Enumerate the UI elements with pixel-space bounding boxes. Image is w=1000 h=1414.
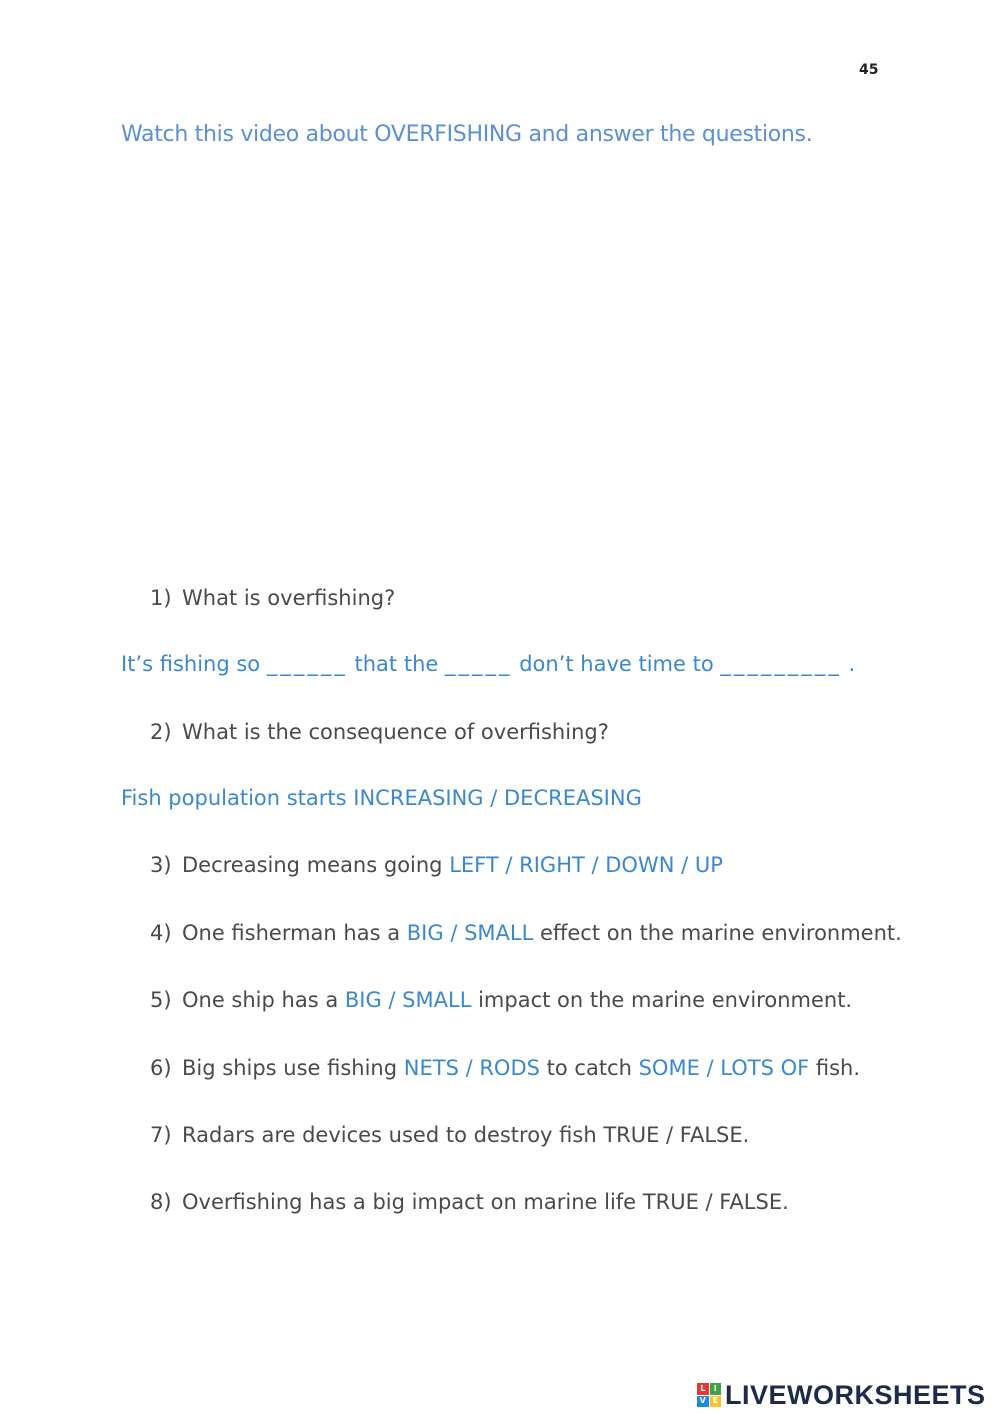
question-tail: fish. <box>815 1056 861 1080</box>
question-mid: to catch <box>546 1056 632 1080</box>
video-embed-area[interactable] <box>121 170 881 560</box>
question-number: 3) <box>150 853 172 877</box>
logo-letter: V <box>697 1396 709 1408</box>
question-8 <box>150 1190 789 1214</box>
logo-grid-icon <box>697 1383 721 1407</box>
choice-options[interactable]: BIG / SMALL <box>344 988 472 1012</box>
question-tail: impact on the marine environment. <box>478 988 853 1012</box>
logo-letter: E <box>710 1396 722 1408</box>
question-text: What is the consequence of overfishing? <box>182 720 609 744</box>
question-number: 4) <box>150 921 172 945</box>
choice-options[interactable]: TRUE / FALSE. <box>603 1123 750 1147</box>
question-text: Overfishing has a big impact on marine life <box>182 1190 637 1214</box>
logo-letter: L <box>697 1383 709 1395</box>
question-4 <box>150 921 902 945</box>
question-number: 8) <box>150 1190 172 1214</box>
answer-period: . <box>848 652 856 676</box>
choice-options-1[interactable]: NETS / RODS <box>403 1056 540 1080</box>
question-number: 1) <box>150 586 172 610</box>
answer-1 <box>121 652 855 676</box>
liveworksheets-logo <box>697 1378 986 1412</box>
question-7 <box>150 1123 749 1147</box>
question-3 <box>150 853 723 877</box>
answer-text: Fish population starts <box>121 786 347 810</box>
question-text: Big ships use fishing <box>182 1056 398 1080</box>
question-1 <box>150 586 395 610</box>
question-text: What is overfishing? <box>182 586 396 610</box>
choice-options-2[interactable]: SOME / LOTS OF <box>638 1056 810 1080</box>
logo-letter: I <box>710 1383 722 1395</box>
choice-options[interactable]: BIG / SMALL <box>406 921 534 945</box>
question-text: One ship has a <box>182 988 339 1012</box>
question-text: One fisherman has a <box>182 921 401 945</box>
question-6 <box>150 1056 860 1080</box>
blank-field-1[interactable]: ______ <box>266 652 348 676</box>
question-number: 5) <box>150 988 172 1012</box>
logo-text: LIVEWORKSHEETS <box>725 1379 986 1410</box>
answer-text: It’s fishing so <box>121 652 261 676</box>
choice-options[interactable]: LEFT / RIGHT / DOWN / UP <box>449 853 723 877</box>
choice-options[interactable]: TRUE / FALSE. <box>642 1190 789 1214</box>
blank-field-3[interactable]: _________ <box>720 652 842 676</box>
choice-options[interactable]: INCREASING / DECREASING <box>353 786 642 810</box>
question-text: Decreasing means going <box>182 853 443 877</box>
question-5 <box>150 988 852 1012</box>
page-number: 45 <box>859 62 879 78</box>
instructions-heading: Watch this video about OVERFISHING and answer the questions. <box>121 122 813 147</box>
blank-field-2[interactable]: _____ <box>445 652 513 676</box>
answer-text: don’t have time to <box>519 652 714 676</box>
answer-text: that the <box>354 652 439 676</box>
question-number: 2) <box>150 720 172 744</box>
question-number: 7) <box>150 1123 172 1147</box>
question-text: Radars are devices used to destroy fish <box>182 1123 597 1147</box>
question-tail: effect on the marine environment. <box>539 921 902 945</box>
answer-2 <box>121 786 642 810</box>
question-2 <box>150 720 609 744</box>
question-number: 6) <box>150 1056 172 1080</box>
